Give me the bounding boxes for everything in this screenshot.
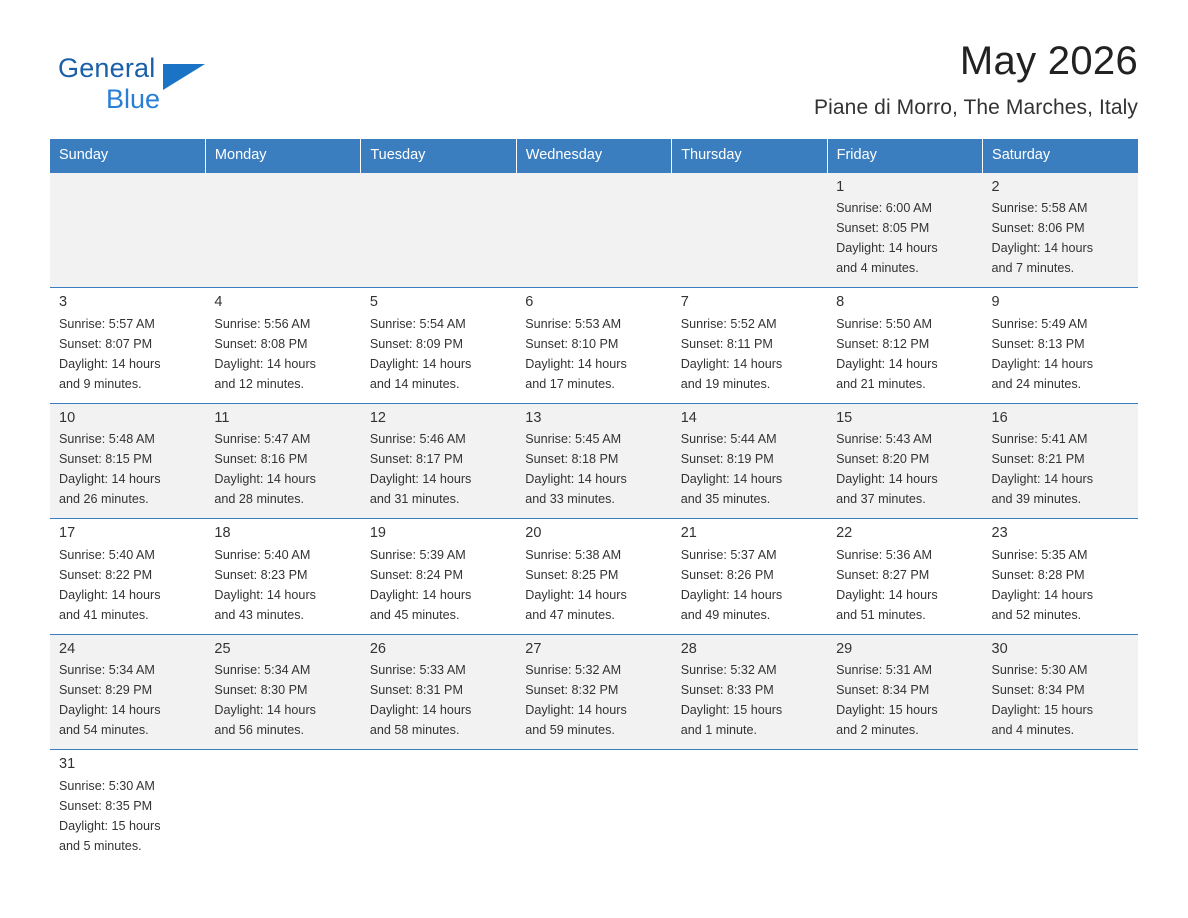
day-details — [50, 198, 205, 287]
day-details — [50, 660, 205, 749]
day-number: 15 — [836, 409, 853, 426]
day-number: 11 — [214, 409, 230, 426]
calendar-empty-cell — [361, 750, 516, 865]
sunrise-text: Sunrise: 5:53 AM — [525, 316, 622, 331]
day-details — [50, 545, 205, 634]
sunset-text: Sunset: 8:24 PM — [369, 567, 463, 582]
calendar-day-cell — [361, 634, 516, 749]
sunset-text: Sunset: 8:18 PM — [525, 452, 619, 467]
daylight-text: Daylight: 14 hours — [525, 356, 627, 371]
day-number: 12 — [369, 409, 386, 426]
sunrise-text: Sunrise: 5:40 AM — [214, 547, 311, 562]
calendar-day-cell — [361, 403, 516, 518]
calendar-day-cell — [827, 288, 982, 403]
daylight-text-cont: and 47 minutes. — [525, 607, 615, 622]
day-number: 9 — [991, 294, 1000, 311]
calendar-day-cell — [205, 519, 360, 634]
location-subtitle: Piane di Morro, The Marches, Italy — [814, 96, 1138, 119]
day-number — [672, 173, 827, 198]
day-number: 6 — [525, 294, 534, 311]
daylight-text: Daylight: 14 hours — [836, 241, 938, 256]
day-details — [205, 545, 360, 634]
day-details — [361, 314, 516, 403]
daylight-text: Daylight: 14 hours — [59, 472, 161, 487]
calendar-empty-cell — [983, 750, 1138, 865]
day-number — [361, 750, 516, 775]
daylight-text-cont: and 56 minutes. — [214, 723, 305, 738]
sunrise-text: Sunrise: 5:47 AM — [214, 432, 311, 447]
calendar-day-cell — [516, 403, 671, 518]
daylight-text: Daylight: 14 hours — [991, 356, 1094, 371]
daylight-text: Daylight: 14 hours — [991, 587, 1094, 602]
day-number — [50, 173, 205, 198]
sunset-text: Sunset: 8:25 PM — [525, 567, 619, 582]
calendar-day-cell — [50, 634, 205, 749]
day-details — [827, 198, 982, 287]
calendar-empty-cell — [827, 750, 982, 865]
daylight-text-cont: and 2 minutes. — [836, 723, 919, 738]
sunset-text: Sunset: 8:33 PM — [680, 683, 774, 698]
day-details — [516, 776, 671, 865]
sunrise-text: Sunrise: 5:30 AM — [59, 778, 155, 793]
daylight-text: Daylight: 14 hours — [214, 356, 316, 371]
sunset-text: Sunset: 8:21 PM — [991, 452, 1085, 467]
sunset-text: Sunset: 8:17 PM — [369, 452, 463, 467]
sunrise-text: Sunrise: 5:32 AM — [525, 663, 622, 678]
sunset-text: Sunset: 8:34 PM — [836, 683, 930, 698]
daylight-text-cont: and 28 minutes. — [214, 492, 305, 507]
sunset-text: Sunset: 8:35 PM — [59, 798, 153, 813]
sunrise-text: Sunrise: 5:58 AM — [991, 201, 1088, 216]
day-details — [50, 776, 205, 865]
day-details — [672, 776, 827, 865]
daylight-text-cont: and 43 minutes. — [214, 607, 305, 622]
daylight-text: Daylight: 14 hours — [836, 356, 938, 371]
day-number: 23 — [991, 525, 1008, 542]
day-number — [361, 173, 516, 198]
sunrise-text: Sunrise: 5:36 AM — [836, 547, 933, 562]
sunset-text: Sunset: 8:15 PM — [59, 452, 153, 467]
daylight-text-cont: and 24 minutes. — [991, 376, 1082, 391]
sunset-text: Sunset: 8:11 PM — [680, 336, 773, 351]
day-details — [516, 198, 671, 287]
day-number: 20 — [525, 525, 542, 542]
day-details — [983, 429, 1138, 518]
sunrise-text: Sunrise: 5:30 AM — [991, 663, 1088, 678]
day-details — [205, 660, 360, 749]
day-number: 22 — [836, 525, 853, 542]
day-details — [672, 660, 827, 749]
daylight-text: Daylight: 14 hours — [59, 356, 161, 371]
day-number: 24 — [59, 640, 76, 657]
day-details — [672, 545, 827, 634]
day-number: 14 — [680, 409, 697, 426]
calendar-empty-cell — [516, 750, 671, 865]
daylight-text-cont: and 12 minutes. — [214, 376, 305, 391]
weekday-header-row — [50, 139, 1138, 173]
calendar-day-cell — [516, 519, 671, 634]
calendar-empty-cell — [672, 173, 827, 288]
sunset-text: Sunset: 8:19 PM — [680, 452, 774, 467]
calendar-day-cell — [983, 288, 1138, 403]
daylight-text-cont: and 45 minutes. — [369, 607, 460, 622]
sunrise-text: Sunrise: 5:39 AM — [369, 547, 466, 562]
daylight-text-cont: and 54 minutes. — [59, 723, 149, 738]
sunrise-text: Sunrise: 5:40 AM — [59, 547, 155, 562]
calendar-day-cell — [205, 288, 360, 403]
calendar-day-cell — [50, 403, 205, 518]
daylight-text-cont: and 33 minutes. — [525, 492, 615, 507]
day-number: 27 — [525, 640, 542, 657]
day-details — [672, 314, 827, 403]
sunrise-text: Sunrise: 5:46 AM — [369, 432, 466, 447]
daylight-text-cont: and 49 minutes. — [680, 607, 771, 622]
calendar-day-cell — [516, 288, 671, 403]
calendar-day-cell — [827, 173, 982, 288]
daylight-text: Daylight: 14 hours — [369, 587, 472, 602]
calendar-day-cell — [827, 634, 982, 749]
sunset-text: Sunset: 8:26 PM — [680, 567, 774, 582]
sunrise-text: Sunrise: 5:45 AM — [525, 432, 622, 447]
weekday-header-tuesday: Tuesday — [361, 139, 516, 173]
daylight-text: Daylight: 14 hours — [214, 703, 316, 718]
sunset-text: Sunset: 8:30 PM — [214, 683, 308, 698]
sunrise-text: Sunrise: 5:54 AM — [369, 316, 466, 331]
calendar-week-row — [50, 519, 1138, 634]
sunset-text: Sunset: 8:23 PM — [214, 567, 308, 582]
calendar-day-cell — [983, 173, 1138, 288]
calendar-empty-cell — [205, 173, 360, 288]
daylight-text-cont: and 26 minutes. — [59, 492, 149, 507]
day-number — [205, 750, 360, 775]
daylight-text: Daylight: 15 hours — [59, 818, 161, 833]
daylight-text-cont: and 19 minutes. — [680, 376, 771, 391]
sunrise-sunset-calendar — [50, 139, 1138, 865]
calendar-empty-cell — [516, 173, 671, 288]
calendar-body — [50, 173, 1138, 865]
day-details — [205, 198, 360, 287]
daylight-text: Daylight: 15 hours — [991, 703, 1094, 718]
sunset-text: Sunset: 8:20 PM — [836, 452, 930, 467]
calendar-day-cell — [983, 519, 1138, 634]
daylight-text-cont: and 41 minutes. — [59, 607, 149, 622]
day-number — [672, 750, 827, 775]
daylight-text: Daylight: 14 hours — [525, 703, 627, 718]
day-number — [516, 173, 671, 198]
day-number — [205, 173, 360, 198]
calendar-day-cell — [672, 519, 827, 634]
calendar-day-cell — [827, 403, 982, 518]
daylight-text-cont: and 7 minutes. — [991, 261, 1075, 276]
day-details — [827, 545, 982, 634]
daylight-text: Daylight: 14 hours — [369, 472, 472, 487]
sunset-text: Sunset: 8:27 PM — [836, 567, 930, 582]
weekday-header-friday: Friday — [827, 139, 982, 173]
page-header — [50, 0, 1138, 118]
daylight-text: Daylight: 14 hours — [680, 587, 783, 602]
daylight-text: Daylight: 14 hours — [59, 703, 161, 718]
daylight-text: Daylight: 14 hours — [369, 703, 472, 718]
weekday-header-saturday: Saturday — [983, 139, 1138, 173]
day-details — [672, 429, 827, 518]
daylight-text-cont: and 1 minute. — [680, 723, 758, 738]
sunset-text: Sunset: 8:29 PM — [59, 683, 153, 698]
daylight-text-cont: and 31 minutes. — [369, 492, 460, 507]
sunset-text: Sunset: 8:08 PM — [214, 336, 308, 351]
calendar-day-cell — [983, 403, 1138, 518]
day-details — [983, 545, 1138, 634]
sunrise-text: Sunrise: 5:35 AM — [991, 547, 1088, 562]
sunrise-text: Sunrise: 5:52 AM — [680, 316, 777, 331]
daylight-text-cont: and 52 minutes. — [991, 607, 1082, 622]
sunset-text: Sunset: 8:22 PM — [59, 567, 153, 582]
sunset-text: Sunset: 8:12 PM — [836, 336, 930, 351]
day-number: 29 — [836, 640, 853, 657]
day-details — [361, 545, 516, 634]
day-number: 8 — [836, 294, 845, 311]
daylight-text: Daylight: 14 hours — [525, 587, 627, 602]
generalblue-logo — [58, 55, 248, 121]
sunrise-text: Sunrise: 5:34 AM — [59, 663, 155, 678]
day-number: 30 — [991, 640, 1008, 657]
sunrise-text: Sunrise: 5:43 AM — [836, 432, 933, 447]
day-details — [983, 660, 1138, 749]
calendar-week-row — [50, 403, 1138, 518]
day-details — [516, 314, 671, 403]
day-details — [827, 660, 982, 749]
daylight-text-cont: and 4 minutes. — [836, 261, 919, 276]
daylight-text: Daylight: 14 hours — [680, 356, 783, 371]
day-number: 13 — [525, 409, 542, 426]
day-number: 5 — [369, 294, 378, 311]
day-number — [827, 750, 982, 775]
weekday-header-thursday: Thursday — [672, 139, 827, 173]
day-number: 21 — [680, 525, 697, 542]
sunset-text: Sunset: 8:16 PM — [214, 452, 308, 467]
calendar-empty-cell — [50, 173, 205, 288]
daylight-text: Daylight: 14 hours — [59, 587, 161, 602]
sunrise-text: Sunrise: 5:48 AM — [59, 432, 155, 447]
sunrise-text: Sunrise: 5:57 AM — [59, 316, 155, 331]
calendar-day-cell — [205, 634, 360, 749]
day-details — [50, 314, 205, 403]
daylight-text-cont: and 59 minutes. — [525, 723, 615, 738]
day-details — [361, 660, 516, 749]
daylight-text-cont: and 17 minutes. — [525, 376, 615, 391]
day-details — [827, 429, 982, 518]
daylight-text: Daylight: 14 hours — [991, 241, 1094, 256]
sunrise-text: Sunrise: 5:32 AM — [680, 663, 777, 678]
calendar-day-cell — [50, 288, 205, 403]
calendar-day-cell — [672, 403, 827, 518]
daylight-text-cont: and 14 minutes. — [369, 376, 460, 391]
sunrise-text: Sunrise: 6:00 AM — [836, 201, 933, 216]
calendar-day-cell — [205, 403, 360, 518]
sunrise-text: Sunrise: 5:38 AM — [525, 547, 622, 562]
daylight-text-cont: and 21 minutes. — [836, 376, 926, 391]
calendar-week-row — [50, 173, 1138, 288]
day-number: 10 — [59, 409, 76, 426]
weekday-header-wednesday: Wednesday — [516, 139, 671, 173]
daylight-text: Daylight: 14 hours — [680, 472, 783, 487]
sunset-text: Sunset: 8:05 PM — [836, 221, 930, 236]
day-details — [983, 776, 1138, 865]
calendar-day-cell — [361, 519, 516, 634]
sunset-text: Sunset: 8:07 PM — [59, 336, 153, 351]
daylight-text: Daylight: 14 hours — [991, 472, 1094, 487]
day-number: 3 — [59, 294, 68, 311]
day-number: 18 — [214, 525, 231, 542]
calendar-empty-cell — [361, 173, 516, 288]
sunrise-text: Sunrise: 5:56 AM — [214, 316, 311, 331]
weekday-header-sunday: Sunday — [50, 139, 205, 173]
day-number: 26 — [369, 640, 386, 657]
daylight-text-cont: and 4 minutes. — [991, 723, 1075, 738]
sunrise-text: Sunrise: 5:37 AM — [680, 547, 777, 562]
daylight-text: Daylight: 14 hours — [214, 472, 316, 487]
logo-triangle-icon — [163, 64, 205, 90]
daylight-text-cont: and 5 minutes. — [59, 838, 142, 853]
calendar-day-cell — [827, 519, 982, 634]
daylight-text-cont: and 9 minutes. — [59, 376, 142, 391]
daylight-text: Daylight: 15 hours — [680, 703, 783, 718]
day-number — [516, 750, 671, 775]
calendar-day-cell — [672, 288, 827, 403]
day-number: 25 — [214, 640, 231, 657]
day-number — [983, 750, 1138, 775]
calendar-day-cell — [983, 634, 1138, 749]
day-number: 19 — [369, 525, 386, 542]
day-number: 16 — [991, 409, 1008, 426]
daylight-text: Daylight: 14 hours — [369, 356, 472, 371]
daylight-text: Daylight: 14 hours — [836, 472, 938, 487]
sunset-text: Sunset: 8:34 PM — [991, 683, 1085, 698]
day-details — [516, 660, 671, 749]
calendar-day-cell — [50, 519, 205, 634]
calendar-week-row — [50, 288, 1138, 403]
title-block — [814, 40, 1138, 120]
day-number: 31 — [59, 756, 76, 773]
logo-text-general: General — [58, 53, 156, 83]
day-details — [361, 776, 516, 865]
daylight-text-cont: and 37 minutes. — [836, 492, 926, 507]
sunrise-text: Sunrise: 5:34 AM — [214, 663, 311, 678]
sunrise-text: Sunrise: 5:41 AM — [991, 432, 1088, 447]
day-details — [827, 776, 982, 865]
calendar-day-cell — [672, 634, 827, 749]
daylight-text-cont: and 35 minutes. — [680, 492, 771, 507]
day-details — [205, 314, 360, 403]
calendar-day-cell — [50, 750, 205, 865]
sunrise-text: Sunrise: 5:50 AM — [836, 316, 933, 331]
daylight-text: Daylight: 14 hours — [836, 587, 938, 602]
day-number: 7 — [680, 294, 689, 311]
day-details — [827, 314, 982, 403]
calendar-empty-cell — [205, 750, 360, 865]
daylight-text: Daylight: 14 hours — [214, 587, 316, 602]
day-details — [361, 198, 516, 287]
day-details — [983, 198, 1138, 287]
day-number: 28 — [680, 640, 697, 657]
weekday-header-monday: Monday — [205, 139, 360, 173]
sunset-text: Sunset: 8:10 PM — [525, 336, 619, 351]
sunrise-text: Sunrise: 5:49 AM — [991, 316, 1088, 331]
day-number: 2 — [991, 179, 1000, 195]
sunrise-text: Sunrise: 5:31 AM — [836, 663, 933, 678]
logo-text-blue: Blue — [106, 84, 161, 114]
sunset-text: Sunset: 8:28 PM — [991, 567, 1085, 582]
daylight-text: Daylight: 15 hours — [836, 703, 938, 718]
daylight-text-cont: and 58 minutes. — [369, 723, 460, 738]
daylight-text-cont: and 51 minutes. — [836, 607, 926, 622]
day-details — [205, 429, 360, 518]
sunrise-text: Sunrise: 5:33 AM — [369, 663, 466, 678]
sunset-text: Sunset: 8:32 PM — [525, 683, 619, 698]
sunset-text: Sunset: 8:09 PM — [369, 336, 463, 351]
sunrise-text: Sunrise: 5:44 AM — [680, 432, 777, 447]
sunset-text: Sunset: 8:06 PM — [991, 221, 1085, 236]
calendar-week-row — [50, 750, 1138, 865]
calendar-day-cell — [516, 634, 671, 749]
day-number: 1 — [836, 179, 845, 195]
page-title: May 2026 — [959, 39, 1138, 83]
daylight-text-cont: and 39 minutes. — [991, 492, 1082, 507]
day-details — [516, 545, 671, 634]
calendar-week-row — [50, 634, 1138, 749]
day-number: 4 — [214, 294, 223, 311]
sunset-text: Sunset: 8:13 PM — [991, 336, 1085, 351]
day-details — [516, 429, 671, 518]
day-number: 17 — [59, 525, 76, 542]
calendar-day-cell — [361, 288, 516, 403]
sunset-text: Sunset: 8:31 PM — [369, 683, 463, 698]
day-details — [361, 429, 516, 518]
day-details — [983, 314, 1138, 403]
day-details — [205, 776, 360, 865]
calendar-empty-cell — [672, 750, 827, 865]
day-details — [50, 429, 205, 518]
daylight-text: Daylight: 14 hours — [525, 472, 627, 487]
day-details — [672, 198, 827, 287]
